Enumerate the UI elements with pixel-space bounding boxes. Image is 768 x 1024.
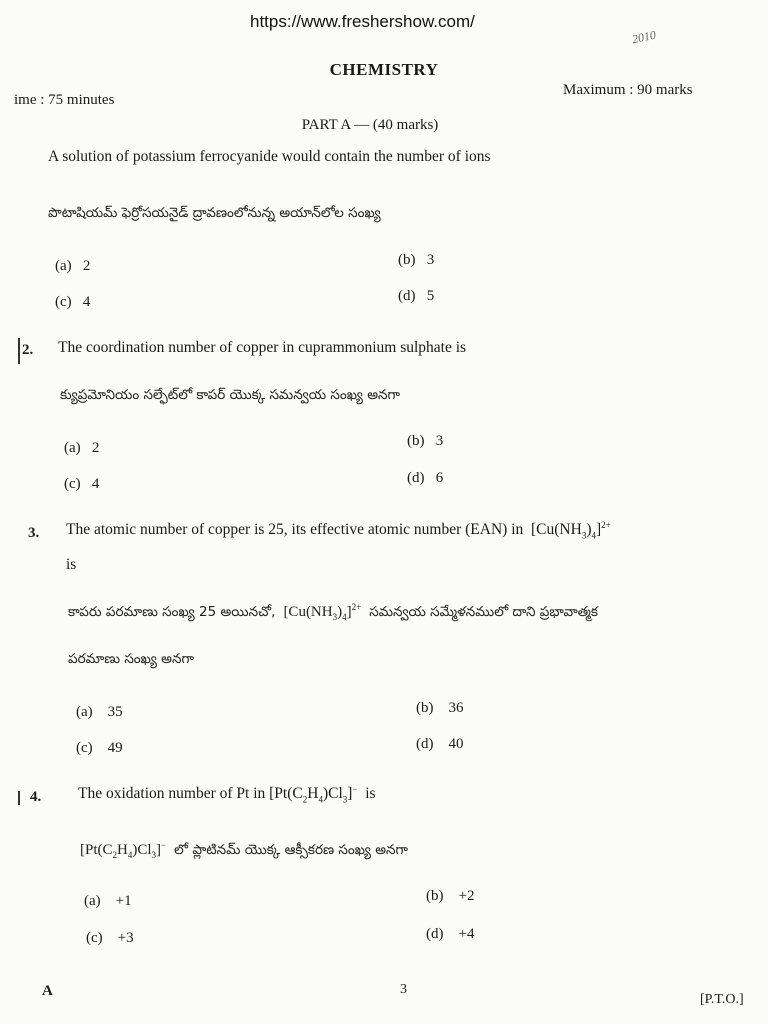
question-text-english-cont: is [66,556,77,573]
option-d: (d) 6 [407,470,444,486]
page-number: 3 [400,982,407,997]
part-heading: PART A — (40 marks) [301,117,439,133]
option-a: (a) 2 [64,440,100,456]
question-text-english: A solution of potassium ferrocyanide would contain the number of ions [48,148,491,165]
question-text-telugu: $[Pt(C_2H_4)Cl_3]^-$ లో ప్లాటినమ్ యొక్క ఆక్సీకరణ సంఖ్య అనగా [80,840,408,860]
booklet-code: A [42,983,53,999]
subject-title: CHEMISTRY [329,60,439,79]
margin-mark [18,338,20,364]
please-turn-over: [P.T.O.] [700,992,744,1007]
option-c: (c) 4 [64,476,100,492]
question-text-telugu: కాపరు పరమాణు సంఖ్య 25 అయినచో, $[Cu(NH_3)_4]^{2+}$ సమన్వయ సమ్మేళనములో దాని ప్రభావాత్మక [68,602,598,622]
question-text-telugu: క్యుప్రమోనియం సల్ఫేట్‌లో కాపర్ యొక్క సమన్వయ సంఖ్య అనగా [60,387,400,403]
option-c: (c) 4 [55,294,91,310]
question-number: 4. [30,789,42,805]
margin-mark [18,791,20,805]
question-text-telugu-cont: పరమాణు సంఖ్య అనగా [68,651,194,667]
option-d: (d) 40 [416,736,464,752]
source-url[interactable]: https://www.freshershow.com/ [250,12,475,31]
handwritten-note: 2010 [630,27,658,47]
option-a: (a) +1 [84,893,132,909]
option-b: (b) +2 [426,888,475,904]
question-number: 3. [28,525,40,541]
option-d: (d) 5 [398,288,435,304]
option-d: (d) +4 [426,926,475,942]
question-text-english: The oxidation number of Pt in $[Pt(C_2H_4)Cl_3]^-$ is [78,784,376,805]
option-a: (a) 35 [76,704,123,720]
option-b: (b) 3 [398,252,435,268]
option-c: (c) 49 [76,740,123,756]
option-b: (b) 3 [407,433,444,449]
question-text-telugu: పొటాషియమ్ ఫెర్రోసయనైడ్ ద్రావణంలోనున్న అయాన్‌లోల సంఖ్య [48,205,381,221]
option-b: (b) 36 [416,700,464,716]
question-text-english: The coordination number of copper in cuprammonium sulphate is [58,339,467,356]
time-allowed: ime : 75 minutes [14,92,115,108]
maximum-marks: Maximum : 90 marks [563,82,693,98]
question-number: 2. [22,342,34,358]
option-c: (c) +3 [86,930,134,946]
option-a: (a) 2 [55,258,91,274]
question-text-english: The atomic number of copper is 25, its effective atomic number (EAN) in $[Cu(NH_3)_4]^{2+}$ [66,520,611,541]
